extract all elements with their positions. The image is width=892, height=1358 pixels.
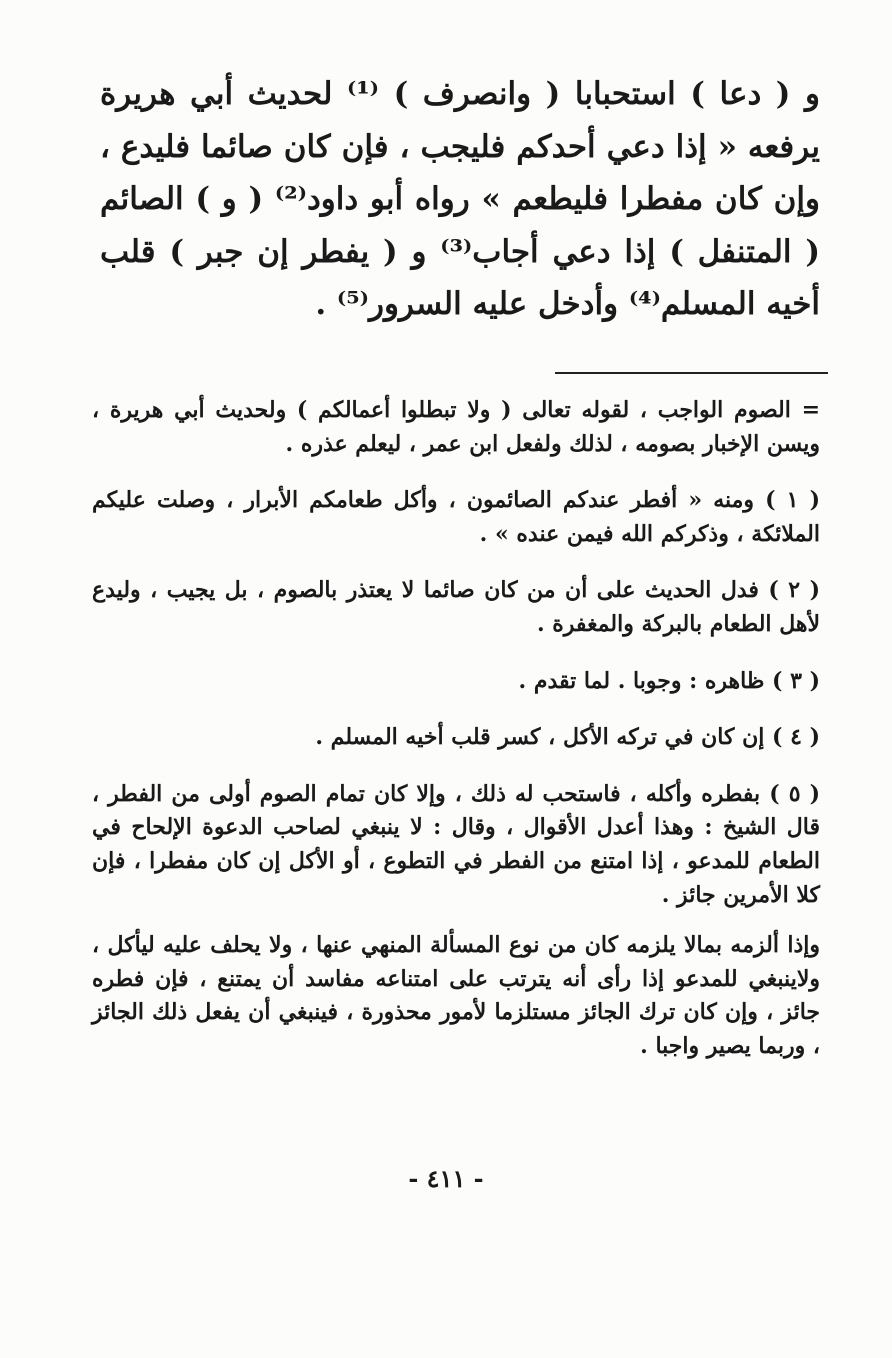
- page-number: - ٤١١ -: [408, 1164, 484, 1193]
- footnote-4: ( ٤ ) إن كان في تركه الأكل ، كسر قلب أخيه المسلم .: [315, 724, 820, 751]
- main-paragraph: و ( دعا ) استحبابا ( وانصرف ) ⁽¹⁾ لحديث أبي هريرة يرفعه « إذا دعي أحدكم فليجب ، فإن كان صائما فليدع ، وإن كان مفطرا فليطعم » رواه أبو داود⁽²⁾ ( و ) الصائم ( المتنفل ) إذا دعي أجاب⁽³⁾ و ( يفطر إن جبر ) قلب أخيه المسلم⁽⁴⁾ وأدخل عليه السرور⁽⁵⁾ .: [100, 76, 820, 322]
- footnote-2: ( ٢ ) فدل الحديث على أن من كان صائما لا يعتذر بالصوم ، بل يجيب ، وليدع لأهل الطعام بالبركة والمغفرة .: [92, 577, 820, 637]
- footnote-1: ( ١ ) ومنه « أفطر عندكم الصائمون ، وأكل طعامكم الأبرار ، وصلت عليكم الملائكة ، وذكركم الله فيمن عنده » .: [92, 487, 820, 547]
- footnote-5: ( ٥ ) بفطره وأكله ، فاستحب له ذلك ، وإلا كان تمام الصوم أولى من الفطر ، قال الشيخ : وهذا أعدل الأقوال ، وقال : لا ينبغي لصاحب الدعوة الإلحاح في الطعام للمدعو ، إذا امتنع من الفطر في التطوع ، أو الأكل إن كان مفطرا ، فإن كلا الأمرين جائز .: [92, 780, 820, 908]
- footnote-continuation: = الصوم الواجب ، لقوله تعالى ( ولا تبطلوا أعمالكم ) ولحديث أبي هريرة ، ويسن الإخبار بصومه ، لذلك ولفعل ابن عمر ، ليعلم عذره .: [92, 397, 820, 457]
- main-text-block: [100, 68, 820, 331]
- footnote-3: ( ٣ ) ظاهره : وجوبا . لما تقدم .: [518, 667, 820, 694]
- footnote-separator: [555, 372, 828, 374]
- footnote-5-continued: وإذا ألزمه بمالا يلزمه كان من نوع المسألة المنهي عنها ، ولا يحلف عليه ليأكل ، ولاينبغي للمدعو إذا رأى أنه يترتب على امتناعه مفاسد أن يمتنع ، فإن فطره جائز ، وإن كان ترك الجائز مستلزما لأمور محذورة ، فينبغي أن يفعل ذلك الجائز ، وربما يصير واجبا .: [92, 932, 820, 1059]
- footnotes-block: [92, 394, 820, 1064]
